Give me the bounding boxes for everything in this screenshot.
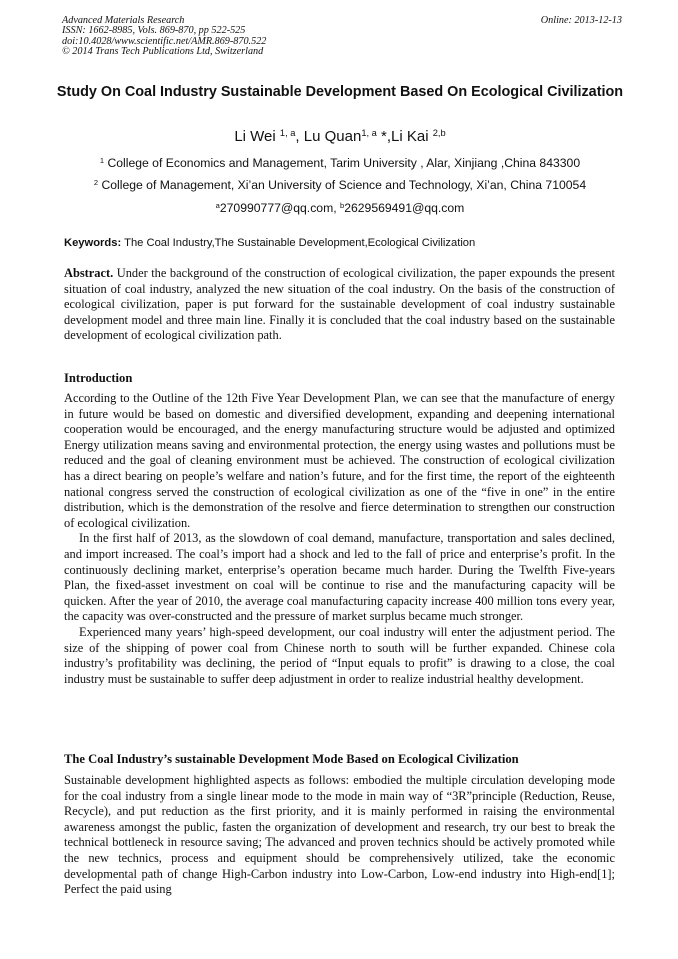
- issn-line: ISSN: 1662-8985, Vols. 869-870, pp 522-525: [62, 25, 246, 37]
- abstract-label: Abstract.: [64, 266, 114, 280]
- author-name: Li Kai: [391, 128, 429, 145]
- author-emails: [40, 201, 640, 216]
- author-name: Lu Quan: [303, 128, 362, 145]
- corresponding-mark: *: [381, 128, 387, 145]
- section-heading-sustainable-mode: The Coal Industry’s sustainable Development Mode Based on Ecological Civilization: [64, 752, 519, 766]
- abstract-text: Under the background of the construction of ecological civilization, the paper expounds the present situation of coal industry, analyzed the new situation of the coal industry. On the basis of the construction of ecological civilization, paper is put forward for the sustainable development of coal industry sustainable development model and three main line. Finally it is concluded that the coal industry based on the sustainable development of ecological civilization path.: [64, 266, 615, 343]
- paragraph: Experienced many years’ high-speed development, our coal industry will enter the adjustment period. The size of the shipping of power coal from Chinese north to south will be further expanded. Chinese cola industry’s profitability was declining, the period of “Input equals to profit” is drawing to a close, the coal industry must be sustainable to suffer deep adjustment in order to realize industrial healthy development.: [64, 624, 615, 686]
- author-list: Li Wei $^{1, a}$, Lu Quan$^{1, a}$ *,Li Kai $^{2,b}$: [234, 127, 446, 145]
- paper-title: Study On Coal Industry Sustainable Development Based On Ecological Civilization: [56, 84, 624, 100]
- section-heading-introduction: Introduction: [64, 371, 133, 385]
- abstract: [64, 266, 615, 344]
- journal-header: [62, 16, 622, 58]
- doi-line: doi:10.4028/www.scientific.net/AMR.869-870.522: [62, 35, 267, 47]
- introduction-body: [64, 391, 615, 687]
- keywords-line: [64, 236, 624, 250]
- affiliation: [40, 156, 640, 171]
- email-address[interactable]: 270990777@qq.com,: [219, 201, 337, 215]
- online-date: Online: 2013-12-13: [540, 15, 622, 26]
- affiliation-text: College of Management, Xi’an University of Science and Technology, Xi’an, China 710054: [101, 178, 587, 192]
- email-address[interactable]: 2629569491@qq.com: [344, 201, 465, 215]
- keywords-text: The Coal Industry,The Sustainable Development,Ecological Civilization: [124, 237, 476, 249]
- email-marker: b: [340, 200, 345, 210]
- author-superscript: 1, a: [279, 127, 296, 138]
- section2-body: [64, 773, 615, 898]
- author-name: Li Wei: [234, 128, 276, 145]
- author-superscript: 2,b: [432, 127, 446, 138]
- affiliation-text: College of Economics and Management, Tarim University , Alar, Xinjiang ,China 843300: [107, 156, 581, 170]
- email-marker: a: [215, 200, 220, 210]
- journal-name: Advanced Materials Research: [62, 15, 185, 26]
- paragraph: Sustainable development highlighted aspects as follows: embodied the multiple circulation developing mode for the coal industry from a single linear mode to the mode in main way of “3R”principle (Reduction, Reuse, Recycle), and put reduction as the first priority, and it is mainly performed in raising the environmental awareness amongst the public, fasten the organization of development and research, try our best to break the technical bottleneck in resource saving; The advanced and proven technics should be actively promoted while the new technics, process and equipment should be comprehensively utilized, take the economic developmental path of change High-Carbon industry into Low-Carbon, Low-end industry into High-end[1]; Perfect the paid using: [64, 773, 615, 897]
- author-superscript: 1, a: [361, 127, 377, 138]
- paragraph: According to the Outline of the 12th Five Year Development Plan, we can see that the manufacture of energy in future would be based on domestic and diversified development, expanding and deepening international cooperation would be encouraged, and the energy manufacturing structure would be adjusted and optimized Energy utilization means saving and environmental protection, the energy using wastes and pollutions must be reduced and the goal of cleaning environment must be achieved. The construction of ecological civilization has a direct bearing on people’s welfare and nation’s future, and for the first time, the report of the eighteenth national congress served the construction of ecological civilization as one of the “five in one” in the entire distribution, which is the demonstration of the resolve and fierce determination to strengthen our construction of ecological civilization.: [64, 391, 615, 530]
- keywords-label: Keywords:: [64, 237, 122, 249]
- affiliation-number: 2: [93, 177, 99, 187]
- affiliation: [40, 178, 640, 193]
- paragraph: In the first half of 2013, as the slowdown of coal demand, manufacture, transportation and sales declined, and import increased. The coal’s import had a shock and led to the fall of price and enterprise’s profit. In the continuously declining market, enterprise’s operation became much harder. During the Twelfth Five-years Plan, the fixed-asset investment on coal will be continue to rise and the manufacturing capacity will be quicken. After the year of 2010, the average coal manufacturing capacity increase 400 million tons every year, the capacity was over-constructed and the pressure of market surplus became much stronger.: [64, 531, 615, 624]
- affiliation-number: 1: [99, 155, 105, 165]
- copyright-line: © 2014 Trans Tech Publications Ltd, Switzerland: [62, 46, 264, 58]
